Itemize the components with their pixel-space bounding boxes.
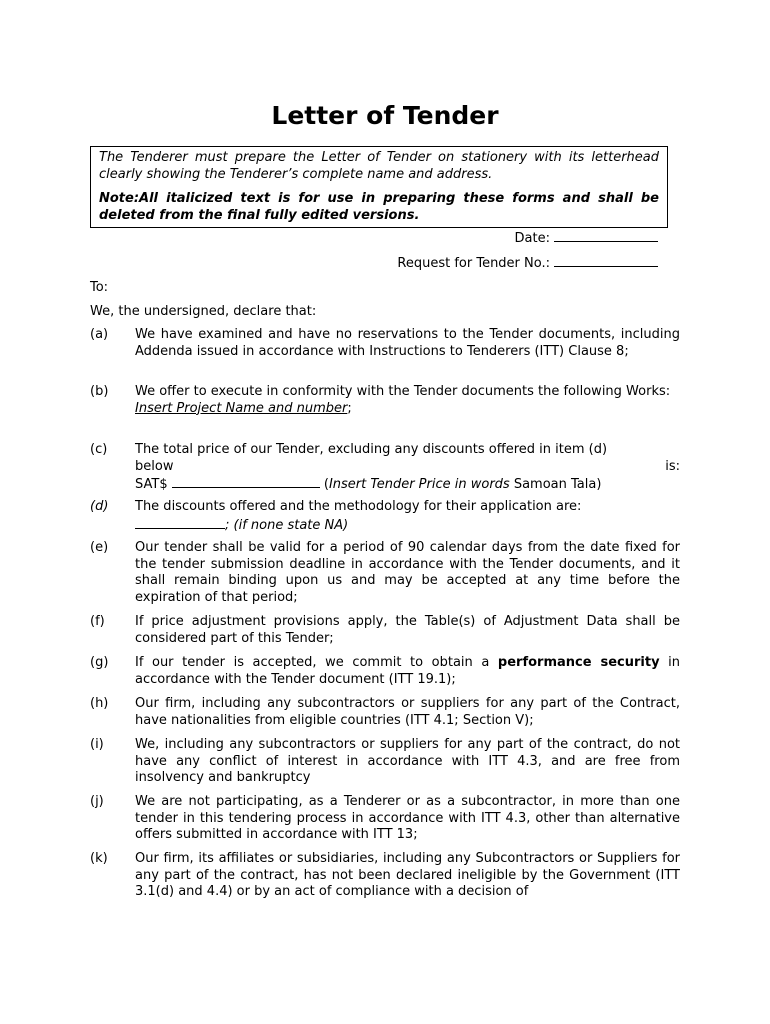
clause-label: (a) bbox=[90, 327, 109, 342]
clause-label: (e) bbox=[90, 540, 109, 555]
clause-f bbox=[90, 614, 680, 647]
clause-h bbox=[90, 696, 680, 729]
clause-text-is: is: bbox=[665, 458, 680, 474]
clause-text: The discounts offered and the methodology for their application are: bbox=[135, 499, 582, 514]
clause-b bbox=[90, 384, 680, 417]
clause-text: Our firm, including any subcontractors or suppliers for any part of the Contract, have nationalities from eligible countries (ITT 4.1; Section V); bbox=[135, 696, 680, 728]
clause-text-post: in accordance with the Tender document (ITT 19.1); bbox=[135, 655, 681, 687]
clause-j bbox=[90, 794, 680, 844]
discount-blank bbox=[135, 516, 225, 529]
page-title: Letter of Tender bbox=[271, 101, 499, 130]
clause-label: (c) bbox=[90, 442, 108, 457]
clause-label: (j) bbox=[90, 794, 104, 809]
rft-label: Request for Tender No.: bbox=[397, 256, 550, 271]
to-label: To: bbox=[90, 280, 109, 295]
clause-text: Our tender shall be valid for a period of 90 calendar days from the date fixed for the tender submission deadline in accordance with the Tender documents, and it shall remain binding upon us and may be accepted at any time before the expiration of that period; bbox=[135, 540, 680, 606]
clause-i bbox=[90, 737, 680, 787]
clause-g bbox=[90, 655, 680, 688]
currency-name: Samoan Tala) bbox=[509, 477, 602, 493]
clause-text: We are not participating, as a Tenderer or as a subcontractor, in more than one tender in this tendering process in accordance with ITT 4.3, other than alternative offers submitted in accordance with ITT 13; bbox=[135, 794, 680, 843]
clause-label: (b) bbox=[90, 384, 109, 399]
project-name-placeholder: Insert Project Name and number bbox=[135, 400, 348, 416]
instruction-text: The Tenderer must prepare the Letter of Tender on stationery with its letterhead clearly showing the Tenderer’s complete name and address. bbox=[99, 150, 659, 182]
tender-price-placeholder: Insert Tender Price in words bbox=[328, 477, 510, 493]
clause-text: The total price of our Tender, excluding any discounts offered in item (d) bbox=[135, 442, 608, 457]
clause-d bbox=[90, 499, 680, 534]
clause-label: (h) bbox=[90, 696, 109, 711]
clause-text: If our tender is accepted, we commit to obtain a bbox=[135, 655, 498, 670]
currency-label: SAT$ bbox=[135, 477, 168, 493]
italic-note: Note:All italicized text is for use in preparing these forms and shall be deleted from the final fully edited versions. bbox=[99, 191, 659, 223]
clause-label: (f) bbox=[90, 614, 105, 629]
paren-open: ( bbox=[319, 477, 329, 493]
instruction-box bbox=[90, 146, 668, 228]
clause-e bbox=[90, 540, 680, 607]
date-line bbox=[515, 229, 658, 247]
clause-label: (k) bbox=[90, 851, 108, 866]
clause-tail: ; bbox=[347, 400, 352, 416]
clause-text-below: below bbox=[135, 458, 174, 474]
date-blank bbox=[554, 229, 658, 242]
intro-text: We, the undersigned, declare that: bbox=[90, 304, 317, 319]
clause-label: (d) bbox=[90, 499, 109, 514]
clause-text: We offer to execute in conformity with the Tender documents the following Works: bbox=[135, 384, 671, 399]
clause-text: Our firm, its affiliates or subsidiaries, including any Subcontractors or Suppliers for any part of the contract, has not been declared ineligible by the Government (ITT 3.1(d) and 4.4) or by an act of compliance with a decision of bbox=[135, 851, 680, 900]
clause-a bbox=[90, 327, 680, 360]
discount-placeholder: ; (if none state NA) bbox=[225, 517, 349, 533]
performance-security-term: performance security bbox=[497, 655, 660, 670]
clause-c bbox=[90, 442, 680, 494]
clause-label: (g) bbox=[90, 655, 109, 670]
clause-text: If price adjustment provisions apply, the Table(s) of Adjustment Data shall be considered part of this Tender; bbox=[135, 614, 680, 646]
clause-label: (i) bbox=[90, 737, 104, 752]
clause-text: We, including any subcontractors or suppliers for any part of the contract, do not have any conflict of interest in accordance with ITT 4.3, and are free from insolvency and bankruptcy bbox=[135, 737, 680, 786]
clause-text: We have examined and have no reservations to the Tender documents, including Addenda issued in accordance with Instructions to Tenderers (ITT) Clause 8; bbox=[135, 327, 680, 359]
rft-blank bbox=[554, 254, 658, 267]
rft-line bbox=[397, 254, 658, 272]
tender-price-blank bbox=[172, 475, 320, 488]
date-label: Date: bbox=[514, 231, 550, 246]
clause-k bbox=[90, 851, 680, 901]
